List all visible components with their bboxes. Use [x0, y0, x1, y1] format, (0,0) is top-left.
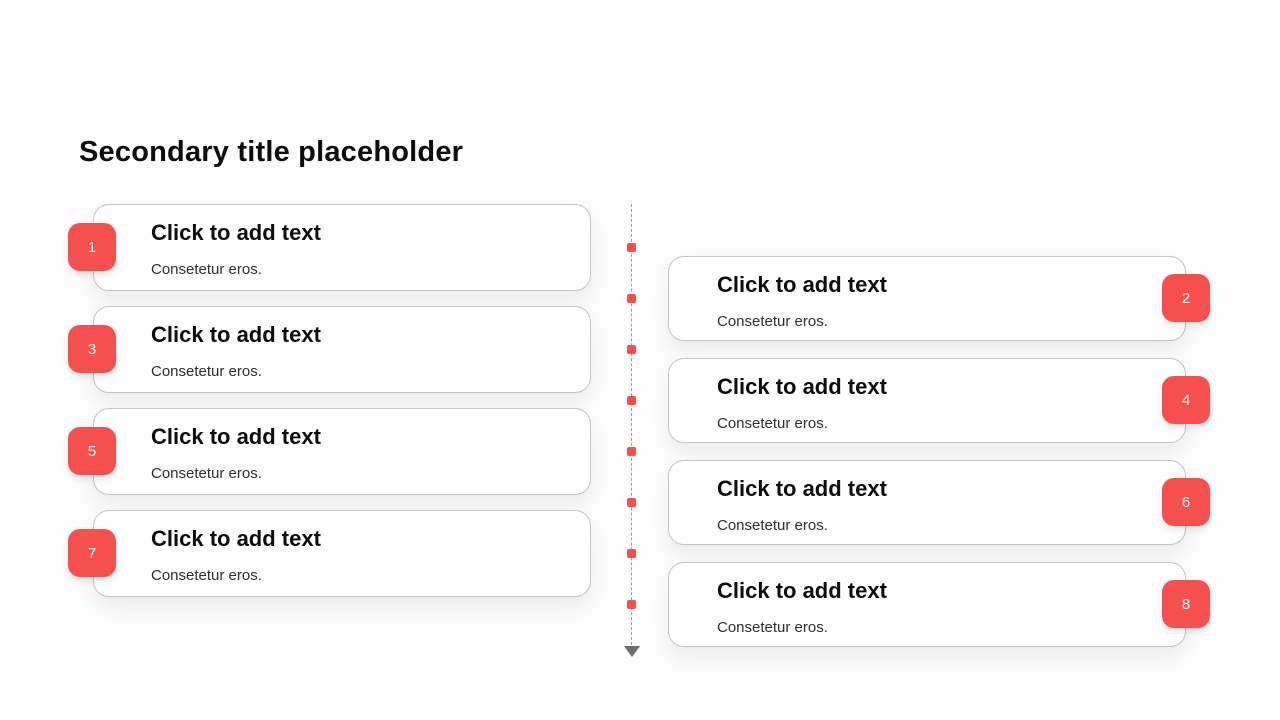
timeline-dot	[627, 294, 636, 303]
number-badge-1: 1	[68, 223, 116, 271]
down-arrow-icon	[624, 646, 640, 657]
text-placeholder-card-5[interactable]	[93, 408, 591, 495]
card-heading: Click to add text	[717, 272, 887, 297]
number-badge-5: 5	[68, 427, 116, 475]
card-body: Consetetur eros.	[151, 465, 262, 482]
card-body: Consetetur eros.	[717, 619, 828, 636]
text-placeholder-card-6[interactable]	[668, 460, 1186, 545]
card-heading: Click to add text	[151, 424, 321, 449]
text-placeholder-card-4[interactable]	[668, 358, 1186, 443]
card-heading: Click to add text	[717, 374, 887, 399]
timeline-dot	[627, 498, 636, 507]
card-heading: Click to add text	[717, 476, 887, 501]
timeline-dot	[627, 243, 636, 252]
timeline-dot	[627, 600, 636, 609]
number-badge-4: 4	[1162, 376, 1210, 424]
text-placeholder-card-2[interactable]	[668, 256, 1186, 341]
card-heading: Click to add text	[151, 526, 321, 551]
card-body: Consetetur eros.	[151, 261, 262, 278]
card-heading: Click to add text	[151, 220, 321, 245]
text-placeholder-card-7[interactable]	[93, 510, 591, 597]
number-badge-7: 7	[68, 529, 116, 577]
card-body: Consetetur eros.	[717, 517, 828, 534]
timeline-line	[631, 204, 632, 645]
text-placeholder-card-3[interactable]	[93, 306, 591, 393]
card-heading: Click to add text	[151, 322, 321, 347]
card-body: Consetetur eros.	[151, 567, 262, 584]
text-placeholder-card-8[interactable]	[668, 562, 1186, 647]
slide-title[interactable]: Secondary title placeholder	[79, 136, 464, 168]
card-body: Consetetur eros.	[717, 313, 828, 330]
timeline-dot	[627, 345, 636, 354]
card-body: Consetetur eros.	[717, 415, 828, 432]
timeline-dot	[627, 447, 636, 456]
number-badge-8: 8	[1162, 580, 1210, 628]
timeline-dot	[627, 549, 636, 558]
text-placeholder-card-1[interactable]	[93, 204, 591, 291]
timeline-dot	[627, 396, 636, 405]
number-badge-3: 3	[68, 325, 116, 373]
card-body: Consetetur eros.	[151, 363, 262, 380]
number-badge-6: 6	[1162, 478, 1210, 526]
number-badge-2: 2	[1162, 274, 1210, 322]
card-heading: Click to add text	[717, 578, 887, 603]
